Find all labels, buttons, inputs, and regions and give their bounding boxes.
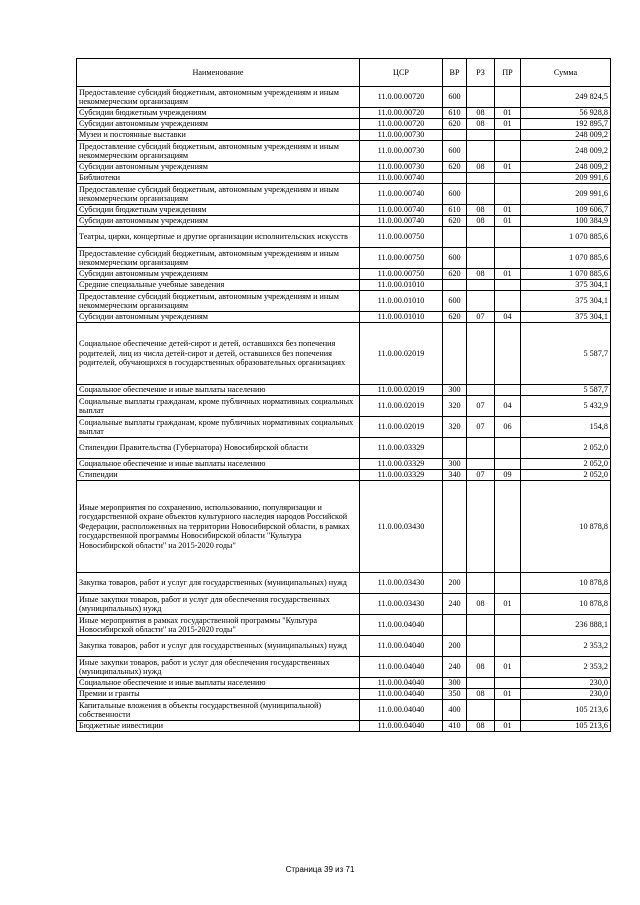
table-row	[77, 678, 611, 689]
cell-sum: 1 070 885,6	[521, 248, 611, 269]
cell-vr: 200	[443, 573, 467, 594]
cell-rz	[467, 248, 495, 269]
cell-vr	[443, 130, 467, 141]
cell-pr: 01	[495, 216, 521, 227]
cell-vr: 320	[443, 396, 467, 417]
cell-sum: 5 587,7	[521, 323, 611, 385]
cell-pr	[495, 291, 521, 312]
cell-sum: 56 928,8	[521, 108, 611, 119]
cell-name: Предоставление субсидий бюджетным, автономным учреждениям и иным некоммерческим организациям	[77, 248, 360, 269]
cell-name: Предоставление субсидий бюджетным, автономным учреждениям и иным некоммерческим организациям	[77, 87, 360, 108]
cell-vr: 610	[443, 108, 467, 119]
cell-name: Предоставление субсидий бюджетным, автономным учреждениям и иным некоммерческим организациям	[77, 184, 360, 205]
cell-rz	[467, 700, 495, 721]
cell-rz	[467, 173, 495, 184]
cell-csr: 11.0.00.00720	[360, 108, 443, 119]
cell-pr	[495, 173, 521, 184]
cell-vr: 600	[443, 291, 467, 312]
cell-pr	[495, 141, 521, 162]
cell-vr	[443, 481, 467, 573]
table-row	[77, 216, 611, 227]
cell-name: Социальные выплаты гражданам, кроме публичных нормативных социальных выплат	[77, 396, 360, 417]
table-row	[77, 396, 611, 417]
cell-csr: 11.0.00.00740	[360, 184, 443, 205]
cell-name: Капитальные вложения в объекты государственной (муниципальной) собственности	[77, 700, 360, 721]
cell-csr: 11.0.00.03329	[360, 438, 443, 459]
cell-pr: 01	[495, 119, 521, 130]
table-row	[77, 689, 611, 700]
table-row	[77, 459, 611, 470]
cell-csr: 11.0.00.03329	[360, 459, 443, 470]
cell-csr: 11.0.00.02019	[360, 323, 443, 385]
table-row	[77, 385, 611, 396]
cell-vr	[443, 227, 467, 248]
cell-csr: 11.0.00.01010	[360, 312, 443, 323]
header-sum: Сумма	[521, 59, 611, 87]
cell-name: Стипендии	[77, 470, 360, 481]
cell-rz: 07	[467, 396, 495, 417]
cell-rz: 08	[467, 657, 495, 678]
cell-rz	[467, 184, 495, 205]
cell-sum: 10 878,8	[521, 594, 611, 615]
cell-name: Социальное обеспечение и иные выплаты населению	[77, 459, 360, 470]
table-row	[77, 205, 611, 216]
cell-sum: 2 052,0	[521, 459, 611, 470]
cell-sum: 1 070 885,6	[521, 227, 611, 248]
cell-pr: 01	[495, 269, 521, 280]
cell-name: Социальное обеспечение и иные выплаты населению	[77, 385, 360, 396]
cell-sum: 1 070 885,6	[521, 269, 611, 280]
header-rz: РЗ	[467, 59, 495, 87]
table-body	[77, 87, 611, 732]
cell-pr: 04	[495, 396, 521, 417]
table-row	[77, 438, 611, 459]
cell-rz	[467, 459, 495, 470]
cell-sum: 2 052,0	[521, 470, 611, 481]
cell-csr: 11.0.00.00730	[360, 141, 443, 162]
cell-pr: 01	[495, 594, 521, 615]
cell-csr: 11.0.00.03430	[360, 481, 443, 573]
cell-rz: 07	[467, 417, 495, 438]
cell-pr	[495, 481, 521, 573]
cell-vr: 300	[443, 459, 467, 470]
cell-sum: 109 606,7	[521, 205, 611, 216]
cell-vr	[443, 280, 467, 291]
cell-csr: 11.0.00.03329	[360, 470, 443, 481]
cell-vr: 620	[443, 162, 467, 173]
table-row	[77, 312, 611, 323]
cell-pr	[495, 678, 521, 689]
cell-rz: 08	[467, 689, 495, 700]
cell-pr: 01	[495, 162, 521, 173]
cell-pr	[495, 700, 521, 721]
cell-pr: 01	[495, 689, 521, 700]
cell-csr: 11.0.00.00740	[360, 216, 443, 227]
cell-name: Субсидии бюджетным учреждениям	[77, 205, 360, 216]
cell-rz	[467, 385, 495, 396]
cell-sum: 230,0	[521, 689, 611, 700]
cell-vr: 400	[443, 700, 467, 721]
cell-rz: 08	[467, 216, 495, 227]
header-pr: ПР	[495, 59, 521, 87]
cell-sum: 248 009,2	[521, 130, 611, 141]
cell-pr: 04	[495, 312, 521, 323]
cell-vr: 240	[443, 594, 467, 615]
cell-csr: 11.0.00.00740	[360, 205, 443, 216]
cell-rz: 08	[467, 108, 495, 119]
cell-sum: 375 304,1	[521, 280, 611, 291]
cell-vr: 610	[443, 205, 467, 216]
cell-csr: 11.0.00.00730	[360, 130, 443, 141]
cell-csr: 11.0.00.00750	[360, 248, 443, 269]
cell-sum: 2 353,2	[521, 636, 611, 657]
cell-name: Предоставление субсидий бюджетным, автономным учреждениям и иным некоммерческим организациям	[77, 141, 360, 162]
cell-name: Социальное обеспечение и иные выплаты населению	[77, 678, 360, 689]
table-row	[77, 470, 611, 481]
cell-rz: 08	[467, 594, 495, 615]
table-row	[77, 594, 611, 615]
cell-vr: 600	[443, 87, 467, 108]
cell-name: Иные закупки товаров, работ и услуг для обеспечения государственных (муниципальных) нужд	[77, 594, 360, 615]
cell-vr: 350	[443, 689, 467, 700]
cell-sum: 105 213,6	[521, 721, 611, 732]
cell-sum: 248 009,2	[521, 141, 611, 162]
cell-vr: 300	[443, 678, 467, 689]
cell-csr: 11.0.00.04040	[360, 678, 443, 689]
cell-sum: 209 991,6	[521, 173, 611, 184]
cell-name: Социальное обеспечение детей-сирот и детей, оставшихся без попечения родителей, лиц из числа детей-сирот и детей, оставшихся без попечения родителей, обучающихся в государственных образовательных организациях	[77, 323, 360, 385]
cell-vr: 620	[443, 119, 467, 130]
cell-rz: 08	[467, 269, 495, 280]
cell-vr: 600	[443, 141, 467, 162]
cell-pr: 01	[495, 657, 521, 678]
table-row	[77, 130, 611, 141]
cell-pr	[495, 615, 521, 636]
cell-csr: 11.0.00.00750	[360, 227, 443, 248]
cell-sum: 209 991,6	[521, 184, 611, 205]
cell-csr: 11.0.00.02019	[360, 417, 443, 438]
cell-pr	[495, 87, 521, 108]
cell-csr: 11.0.00.00740	[360, 173, 443, 184]
table-row	[77, 108, 611, 119]
budget-table	[76, 58, 611, 732]
cell-vr: 410	[443, 721, 467, 732]
cell-csr: 11.0.00.04040	[360, 700, 443, 721]
cell-name: Иные мероприятия по сохранению, использованию, популяризации и государственной охране объектов культурного наследия народов Российской Федерации, расположенных на территории Новосибирской области, в рамках государственной программы Новосибирской области "Культура Новосибирской области" на 2015-2020 годы"	[77, 481, 360, 573]
table-row	[77, 173, 611, 184]
table-row	[77, 291, 611, 312]
cell-name: Иные мероприятия в рамках государственной программы "Культура Новосибирской области" на 2015-2020 годы"	[77, 615, 360, 636]
cell-sum: 10 878,8	[521, 573, 611, 594]
cell-rz	[467, 438, 495, 459]
cell-name: Субсидии бюджетным учреждениям	[77, 108, 360, 119]
cell-rz: 08	[467, 205, 495, 216]
cell-pr	[495, 323, 521, 385]
table-row	[77, 573, 611, 594]
cell-name: Субсидии автономным учреждениям	[77, 216, 360, 227]
cell-name: Предоставление субсидий бюджетным, автономным учреждениям и иным некоммерческим организациям	[77, 291, 360, 312]
cell-pr	[495, 438, 521, 459]
cell-csr: 11.0.00.02019	[360, 396, 443, 417]
cell-rz	[467, 291, 495, 312]
cell-pr	[495, 130, 521, 141]
cell-pr	[495, 280, 521, 291]
cell-rz	[467, 87, 495, 108]
cell-sum: 2 052,0	[521, 438, 611, 459]
cell-vr: 300	[443, 385, 467, 396]
cell-sum: 2 353,2	[521, 657, 611, 678]
cell-rz	[467, 227, 495, 248]
cell-rz: 08	[467, 119, 495, 130]
cell-name: Закупка товаров, работ и услуг для государственных (муниципальных) нужд	[77, 573, 360, 594]
cell-sum: 100 384,9	[521, 216, 611, 227]
table-row	[77, 721, 611, 732]
cell-rz	[467, 141, 495, 162]
table-header-row	[77, 59, 611, 87]
cell-sum: 375 304,1	[521, 291, 611, 312]
cell-vr	[443, 615, 467, 636]
cell-csr: 11.0.00.04040	[360, 721, 443, 732]
cell-name: Библиотеки	[77, 173, 360, 184]
cell-rz: 07	[467, 470, 495, 481]
cell-csr: 11.0.00.03430	[360, 594, 443, 615]
cell-vr: 620	[443, 269, 467, 280]
cell-name: Субсидии автономным учреждениям	[77, 162, 360, 173]
cell-vr: 320	[443, 417, 467, 438]
cell-name: Иные закупки товаров, работ и услуг для обеспечения государственных (муниципальных) нужд	[77, 657, 360, 678]
cell-vr	[443, 438, 467, 459]
cell-csr: 11.0.00.00730	[360, 162, 443, 173]
cell-vr: 620	[443, 216, 467, 227]
header-vr: ВР	[443, 59, 467, 87]
cell-pr	[495, 459, 521, 470]
cell-csr: 11.0.00.03430	[360, 573, 443, 594]
cell-vr: 600	[443, 184, 467, 205]
table-row	[77, 87, 611, 108]
cell-rz	[467, 678, 495, 689]
table-row	[77, 615, 611, 636]
cell-name: Средние специальные учебные заведения	[77, 280, 360, 291]
cell-vr: 600	[443, 248, 467, 269]
cell-rz	[467, 615, 495, 636]
cell-csr: 11.0.00.04040	[360, 636, 443, 657]
cell-pr	[495, 636, 521, 657]
cell-csr: 11.0.00.01010	[360, 291, 443, 312]
cell-rz: 08	[467, 162, 495, 173]
cell-csr: 11.0.00.00720	[360, 119, 443, 130]
cell-pr: 06	[495, 417, 521, 438]
cell-vr	[443, 323, 467, 385]
cell-sum: 375 304,1	[521, 312, 611, 323]
cell-pr	[495, 227, 521, 248]
table-row	[77, 481, 611, 573]
table-row	[77, 141, 611, 162]
cell-sum: 154,8	[521, 417, 611, 438]
cell-rz: 08	[467, 721, 495, 732]
cell-rz: 07	[467, 312, 495, 323]
cell-vr: 620	[443, 312, 467, 323]
cell-rz	[467, 573, 495, 594]
cell-sum: 249 824,5	[521, 87, 611, 108]
cell-vr: 240	[443, 657, 467, 678]
table-row	[77, 184, 611, 205]
cell-name: Бюджетные инвестиции	[77, 721, 360, 732]
cell-pr: 01	[495, 108, 521, 119]
cell-vr: 340	[443, 470, 467, 481]
cell-sum: 105 213,6	[521, 700, 611, 721]
cell-pr: 01	[495, 205, 521, 216]
header-name: Наименование	[77, 59, 360, 87]
cell-name: Стипендии Правительства (Губернатора) Новосибирской области	[77, 438, 360, 459]
cell-csr: 11.0.00.01010	[360, 280, 443, 291]
cell-name: Социальные выплаты гражданам, кроме публичных нормативных социальных выплат	[77, 417, 360, 438]
cell-name: Закупка товаров, работ и услуг для государственных (муниципальных) нужд	[77, 636, 360, 657]
table-row	[77, 417, 611, 438]
cell-pr: 09	[495, 470, 521, 481]
cell-name: Субсидии автономным учреждениям	[77, 119, 360, 130]
table-row	[77, 119, 611, 130]
cell-pr	[495, 248, 521, 269]
table-row	[77, 700, 611, 721]
cell-vr: 200	[443, 636, 467, 657]
table-row	[77, 162, 611, 173]
cell-pr: 01	[495, 721, 521, 732]
cell-name: Театры, цирки, концертные и другие организации исполнительских искусств	[77, 227, 360, 248]
table-row	[77, 657, 611, 678]
header-csr: ЦСР	[360, 59, 443, 87]
cell-name: Премии и гранты	[77, 689, 360, 700]
cell-pr	[495, 184, 521, 205]
cell-rz	[467, 636, 495, 657]
cell-sum: 230,0	[521, 678, 611, 689]
table-row	[77, 248, 611, 269]
cell-name: Музеи и постоянные выставки	[77, 130, 360, 141]
cell-rz	[467, 323, 495, 385]
cell-name: Субсидии автономным учреждениям	[77, 312, 360, 323]
table-row	[77, 227, 611, 248]
cell-sum: 5 432,9	[521, 396, 611, 417]
cell-sum: 10 878,8	[521, 481, 611, 573]
cell-csr: 11.0.00.04040	[360, 657, 443, 678]
cell-sum: 248 009,2	[521, 162, 611, 173]
cell-rz	[467, 280, 495, 291]
table-row	[77, 280, 611, 291]
cell-sum: 192 895,7	[521, 119, 611, 130]
cell-csr: 11.0.00.04040	[360, 615, 443, 636]
cell-name: Субсидии автономным учреждениям	[77, 269, 360, 280]
cell-csr: 11.0.00.04040	[360, 689, 443, 700]
cell-pr	[495, 573, 521, 594]
cell-rz	[467, 481, 495, 573]
cell-csr: 11.0.00.00720	[360, 87, 443, 108]
table-row	[77, 323, 611, 385]
cell-pr	[495, 385, 521, 396]
table-row	[77, 636, 611, 657]
cell-csr: 11.0.00.00750	[360, 269, 443, 280]
cell-rz	[467, 130, 495, 141]
cell-sum: 5 587,7	[521, 385, 611, 396]
cell-csr: 11.0.00.02019	[360, 385, 443, 396]
page-number: Страница 39 из 71	[285, 865, 355, 874]
cell-vr	[443, 173, 467, 184]
cell-sum: 236 888,1	[521, 615, 611, 636]
table-row	[77, 269, 611, 280]
